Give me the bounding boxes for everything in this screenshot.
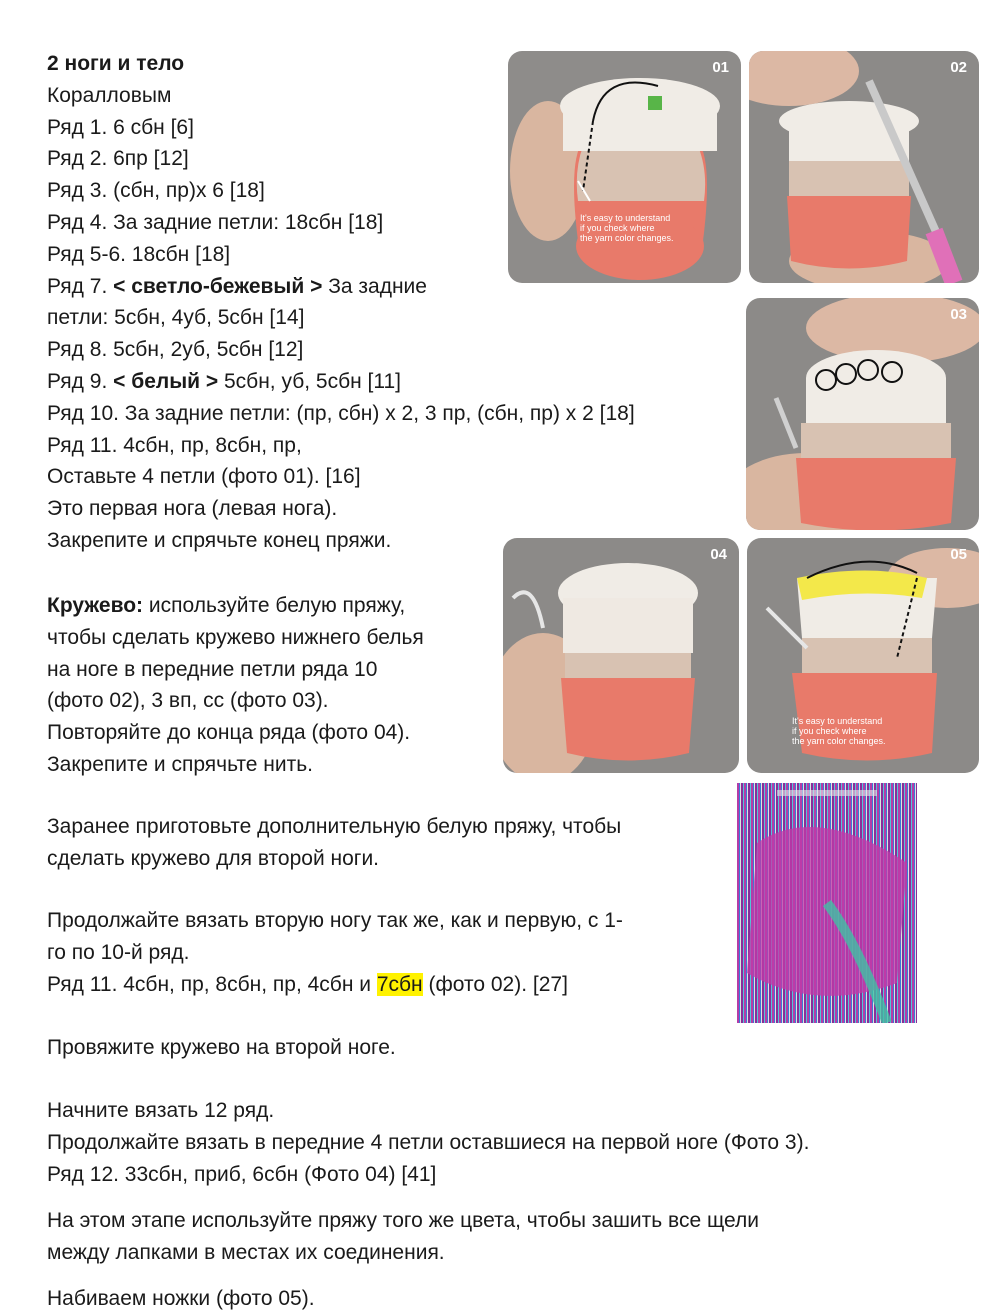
highlighted-text: 7сбн [376, 972, 423, 996]
text-line: (фото 02), 3 вп, сс (фото 03). [47, 689, 329, 713]
section-row-12 [47, 1095, 809, 1190]
text-line: На этом этапе используйте пряжу того же цвета, чтобы зашить все щели [47, 1209, 759, 1232]
text-line: Коралловым [47, 83, 172, 107]
text-line: Ряд 4. За задние петли: 18сбн [18] [47, 210, 384, 234]
text-line: Ряд 10. За задние петли: (пр, сбн) х 2, 3 пр, (сбн, пр) х 2 [18] [47, 401, 635, 425]
photo-number: 02 [950, 59, 967, 76]
text-line: Провяжите кружево на второй ноге. [47, 1036, 396, 1059]
text-line: между лапками в местах их соединения. [47, 1240, 445, 1264]
section-title: 2 ноги и тело [47, 52, 185, 75]
lace-label: Кружево: [47, 594, 144, 617]
text-line: петли: 5сбн, 4уб, 5сбн [14] [47, 306, 305, 330]
text-line: Ряд 9. < белый > 5сбн, уб, 5сбн [11] [47, 369, 402, 393]
section-lace [47, 590, 424, 781]
photo-01 [508, 51, 741, 283]
color-note: < белый > [113, 369, 219, 393]
text-line: Ряд 12. 33сбн, приб, 6сбн (Фото 04) [41] [47, 1162, 437, 1186]
corrupted-photo [737, 783, 917, 1023]
text-line: Ряд 3. (сбн, пр)х 6 [18] [47, 179, 265, 203]
text-line: Ряд 7. < светло-бежевый > За задние [47, 274, 427, 298]
photo-04 [503, 538, 739, 773]
photo-02 [749, 51, 979, 283]
text-line: Ряд 11. 4сбн, пр, 8сбн, пр, 4сбн и 7сбн (фото 02). [27] [47, 972, 568, 996]
text-line: Закрепите и спрячьте нить. [47, 752, 314, 776]
text-line: Это первая нога (левая нога). [47, 497, 338, 521]
text-line: Ряд 11. 4сбн, пр, 8сбн, пр, [47, 433, 302, 457]
photo-caption: It's easy to understand if you check where the yarn color changes. [580, 213, 674, 243]
text-line: чтобы сделать кружево нижнего белья [47, 625, 424, 649]
text-line: на ноге в передние петли ряда 10 [47, 657, 378, 681]
text-line: Кружево: используйте белую пряжу, [47, 594, 406, 617]
text-line: Ряд 8. 5сбн, 2уб, 5сбн [12] [47, 338, 304, 362]
photo-number: 05 [950, 546, 967, 563]
photo-number: 01 [712, 59, 729, 76]
section-prepare [47, 811, 621, 875]
photo-number: 03 [950, 306, 967, 323]
text-line: Оставьте 4 петли (фото 01). [16] [47, 465, 361, 489]
photo-caption: It's easy to understand if you check where the yarn color changes. [792, 716, 886, 746]
text-line: Закрепите и спрячьте конец пряжи. [47, 528, 392, 552]
section-stuff [47, 1283, 315, 1315]
section-second-leg [47, 905, 623, 1000]
text-line: Продолжайте вязать вторую ногу так же, как и первую, с 1- [47, 909, 623, 932]
text-line: Ряд 1. 6 сбн [6] [47, 115, 194, 139]
photo-number: 04 [710, 546, 727, 563]
photo-03 [746, 298, 979, 530]
text-line: Набиваем ножки (фото 05). [47, 1287, 315, 1310]
color-note: < светло-бежевый > [113, 274, 323, 298]
section-lace-second [47, 1032, 396, 1064]
text-line: Начните вязать 12 ряд. [47, 1099, 275, 1122]
text-line: Ряд 5-6. 18сбн [18] [47, 242, 231, 266]
text-line: го по 10-й ряд. [47, 940, 190, 964]
text-line: сделать кружево для второй ноги. [47, 846, 380, 870]
text-line: Заранее приготовьте дополнительную белую пряжу, чтобы [47, 815, 622, 838]
text-line: Повторяйте до конца ряда (фото 04). [47, 721, 411, 745]
section-sew [47, 1205, 759, 1269]
photo-05 [747, 538, 979, 773]
text-line: Продолжайте вязать в передние 4 петли оставшиеся на первой ноге (Фото 3). [47, 1130, 810, 1154]
text-line: Ряд 2. 6пр [12] [47, 147, 189, 171]
